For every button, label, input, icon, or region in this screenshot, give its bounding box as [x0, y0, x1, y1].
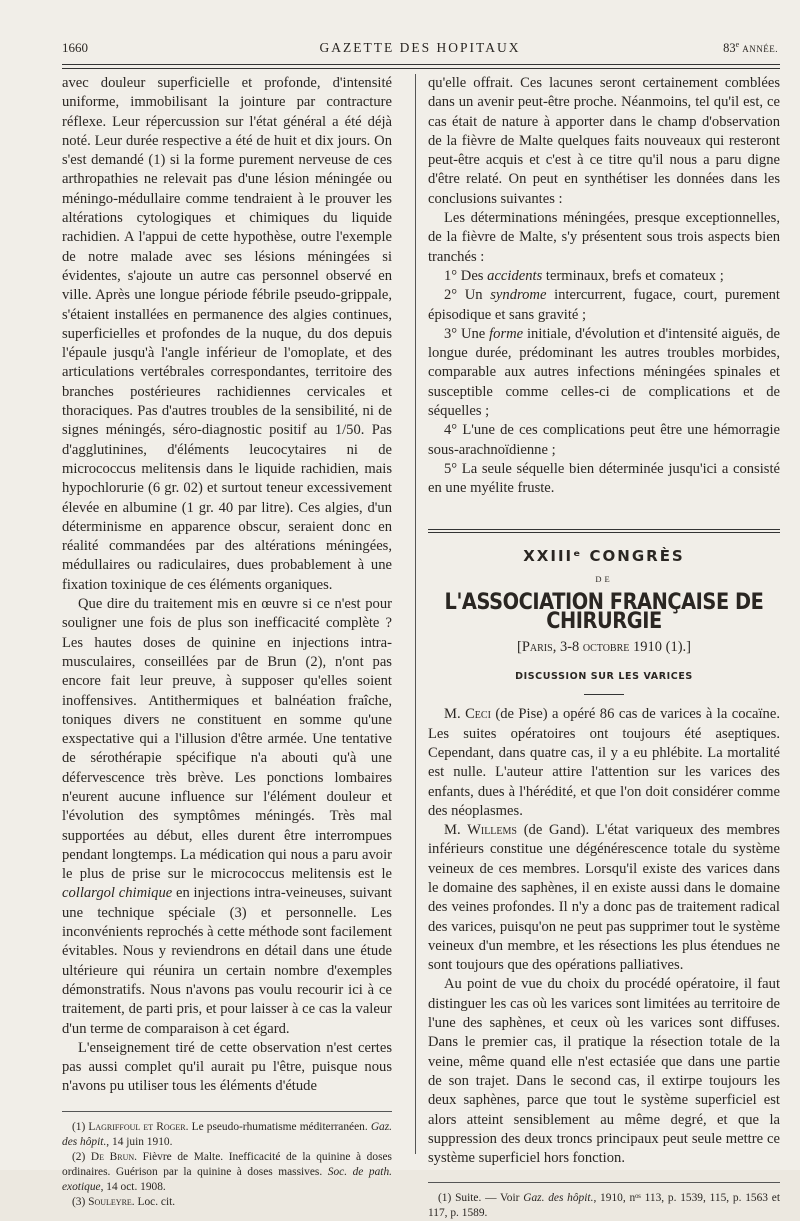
section-separator [428, 529, 780, 533]
running-header [62, 40, 778, 62]
subheading-discussion: DISCUSSION SUR LES VARICES [515, 671, 693, 683]
conclusion-item: 4° L'une de ces complications peut être une hémorragie sous-arachnoïdienne ; [428, 422, 780, 458]
congress-place-date: [Paris, 3-8 octobre 1910 (1).] [516, 638, 691, 655]
heading-de: DE [595, 573, 613, 584]
header-rule-bottom [62, 68, 780, 69]
paragraph: L'enseignement tiré de cette observation n'est certes pas aussi complet qu'il aurait pu l'être, puisque nous n'avons pu utiliser tous les éléments d'étude [62, 1039, 392, 1095]
journal-title: GAZETTE DES HOPITAUX [319, 40, 521, 55]
left-column [62, 74, 392, 1210]
footnotes-right [428, 1191, 780, 1221]
column-divider [415, 74, 416, 1154]
paragraph: M. Willems (de Gand). L'état variqueux des membres inférieurs constitue une dégénérescence totale du système veineux de ces membres. Lorsqu'il existe des varices dans le domaine des saphènes, il en existe aussi dans le domaine des veines profondes. Il n'y a donc pas de traitement radical des varices, puisqu'on ne peut pas supprimer tout le système veineux d'un membre, et les résections les plus étendues ne sont toujours que des opérations palliatives. [428, 822, 780, 974]
footnote: (2) De Brun. Fièvre de Malte. Inefficacité de la quinine à doses ordinaires. Guérison par la quinine à doses massives. Soc. de path. exotique, 14 oct. 1908. [62, 1150, 392, 1193]
paragraph: qu'elle offrait. Ces lacunes seront certainement comblées dans un avenir peut-être proche. Néanmoins, tel qu'il est, ce cas était de nature à apporter dans le champ d'observation de la fièvre de Malte quelques faits nouveaux qui resteront peut-être acquis et c'est à ce titre qu'il nous a paru digne d'être relaté. On peut en synthétiser les données dans les conclusions suivantes : [428, 75, 780, 207]
conclusion-item: 5° La seule séquelle bien déterminée jusqu'ici a consisté en une myélite fruste. [428, 460, 780, 497]
section-heading-congress: XXIIIᵉ CONGRÈS [523, 546, 685, 565]
short-rule [584, 694, 624, 695]
footnote-rule [62, 1111, 392, 1112]
page-number: 1660 [62, 40, 88, 55]
right-column [428, 74, 780, 1221]
volume-year: 83e ANNÉE. [723, 40, 778, 56]
footnote: (1) Lagriffoul et Roger. Le pseudo-rhumatisme méditerranéen. Gaz. des hôpit., 14 juin 1910. [62, 1120, 393, 1148]
footnote-rule [428, 1182, 780, 1183]
conclusion-item: 3° Une forme initiale, d'évolution et d'intensité aiguës, de longue durée, prédominant les autres troubles morbides, comparable aux autres infections méningées spinales et susceptible comme celles-ci de complications et de séquelles ; [428, 325, 780, 420]
conclusion-item: 1° Des accidents terminaux, brefs et comateux ; [444, 267, 724, 284]
header-rule-top [62, 64, 780, 65]
footnote: (1) Suite. — Voir Gaz. des hôpit., 1910, nᵒˢ 113, p. 1539, 115, p. 1563 et 117, p. 1589. [428, 1192, 780, 1220]
paragraph: Au point de vue du choix du procédé opératoire, il faut distinguer les cas où les varices sont limitées au territoire de l'une des saphènes, et ceux où les varices sont diffuses. Dans le premier cas, il pratique la résection totale de la veine, même quand elle n'est ectasiée que dans une partie de son trajet. Dans le second cas, il extirpe toujours les deux saphènes, parce que tout le système superficiel est alors atteint sensiblement au même degré, et que la suppression des deux troncs principaux peut seule mettre ce système superficiel hors fonction. [428, 976, 780, 1167]
paragraph: avec douleur superficielle et profonde, d'intensité uniforme, immobilisant la jointure par contracture réflexe. Leur répercussion sur l'état général a été déjà noté. Leur durée respective a été de huit et dix jours. On s'est demandé (1) si la forme purement nerveuse de ces arthropathies ne relevait pas d'une lésion méningée ou méningo-médullaire comme tendraient à le prouver les altérations cytologiques et chimiques du liquide rachidien. A l'appui de cette hypothèse, outre l'exemple de notre malade avec ses lésions méningées si évidentes, s'ajoute un autre cas personnel observé en ville. Après une longue période fébrile pseudo-grippale, s'étaient installées en permanence des algies continues, superficielles et profondes de la nuque, du dos depuis l'épaule jusqu'à l'angle inférieur de l'omoplate, et des articulations vertébrales correspondantes, territoire des branches postérieures rachidiennes cervicales et thoraciques. Pas d'autres troubles de la sensibilité, ni de signes méningés, séro-diagnostic positif au 1/50. Pas d'agglutinines, d'éléments leucocytaires ni de micrococcus melitensis dans le liquide rachidien, mais hypochlorurie (6 gr. 02) et surtout teneur excessivement élevée en albumine (1 gr. 40 par litre). Ces algies, d'un déterminisme en apparence obscur, seraient donc en réalité commandées par des altérations méningées, médullaires ou radiculaires, dues probablement à une fixation toxinique de ces éléments organiques. [62, 75, 392, 593]
footnote: (3) Souleyre. Loc. cit. [72, 1195, 176, 1208]
paragraph: Que dire du traitement mis en œuvre si ce n'est pour souligner une fois de plus son inefficacité complète ? Les hautes doses de quinine en injections intra-musculaires, conseillées par de Brun (2), n'ont pas encore fait leur preuve, à supposer qu'elles soient inoffensives. Antithermiques et balnéation fraîche, toniques divers ne constituent en somme qu'une exspectative qui a l'illusion d'être armée. Une tentative de sérothérapie spécifique n'a abouti qu'à une défervescence très brève. Les ponctions lombaires n'eurent aucune influence sur l'élément douleur et l'évolution des symptômes méningés. Très mal supportées au début, elles durent être interrompues pendant longtemps. La médication qui nous a paru avoir le plus de prise sur le micrococcus melitensis est le collargol chimique en injections intra-veineuses, suivant une technique spéciale (3) et personnelle. Les inconvénients reprochés à cette méthode sont facilement évitables. Nous y reviendrons en détail dans une étude ultérieure qui réunira un certain nombre d'exemples démonstratifs. Nous n'avons pas voulu recourir ici à ce traitement, de parti pris, et pour laisser à ce cas la valeur d'un terme de comparaison à cet égard. [62, 596, 392, 1037]
section-heading-association: L'ASSOCIATION FRANÇAISE DE CHIRURGIE [444, 590, 764, 635]
footnotes-left [62, 1120, 392, 1210]
conclusion-item: 2° Un syndrome intercurrent, fugace, court, purement épisodique et sans gravité ; [428, 287, 780, 323]
paragraph: Les déterminations méningées, presque exceptionnelles, de la fièvre de Malte, s'y présentent sous trois aspects bien tranchés : [428, 210, 780, 265]
paragraph: M. Ceci (de Pise) a opéré 86 cas de varices à la cocaïne. Les suites opératoires ont toujours été aseptiques. Cependant, dans quatre cas, il y a eu phlébite. La mortalité est nulle. L'auteur attire l'attention sur les varices des enfants, dues à l'hérédité, et que l'on doit considérer comme des néoplasmes. [428, 706, 780, 819]
